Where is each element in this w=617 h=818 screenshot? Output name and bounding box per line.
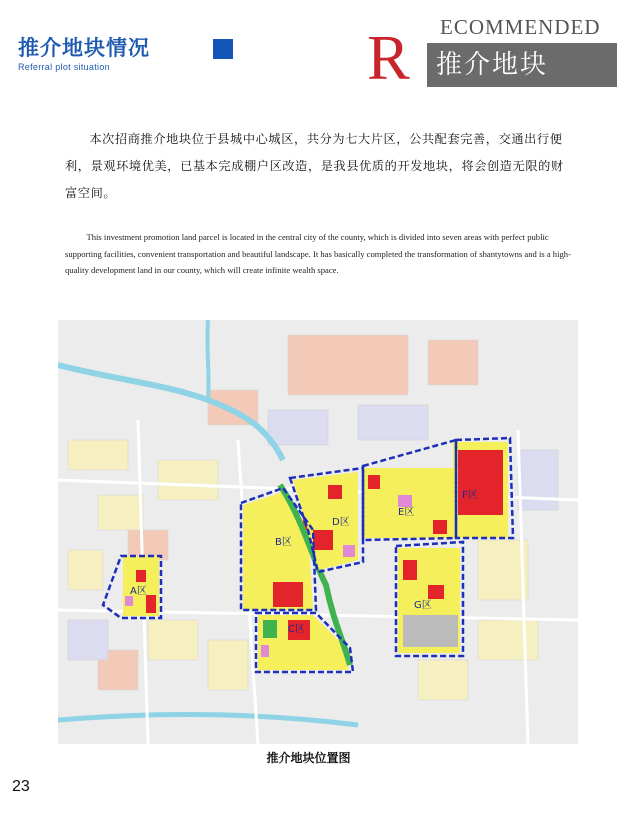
map-caption: 推介地块位置图 — [266, 751, 351, 765]
plot-location-map — [58, 320, 578, 744]
zone-label-b: B区 — [275, 537, 292, 548]
zone-label-c: C区 — [288, 624, 305, 635]
section-header — [18, 36, 150, 72]
section-subtitle: Referral plot situation — [18, 62, 110, 72]
ecommended-text: ECOMMENDED — [440, 15, 601, 39]
intro-paragraph-cn: 本次招商推介地块位于县城中心城区，共分为七大片区，公共配套完善，交通出行便利，景观环境优美，已基本完成棚户区改造，是我县优质的开发地块，将会创造无限的财富空间。 — [65, 132, 564, 200]
zone-label-g: G区 — [414, 600, 432, 611]
recommended-banner — [357, 12, 617, 93]
section-title: 推介地块情况 — [18, 36, 150, 60]
zone-label-d: D区 — [332, 517, 350, 528]
title-square-mark — [213, 39, 233, 59]
recommend-label: 推介地块 — [436, 50, 549, 80]
intro-paragraph-en: This investment promotion land parcel is located in the central city of the county, which is divided into seven areas with perfect public supporting facilities, convenient transportation and beautiful landscape. It has basically completed the transformation of shantytowns and is a high-quality development land in our county, which will create infinite wealth space. — [65, 232, 571, 275]
big-r-letter: R — [367, 22, 410, 93]
zone-label-e: E区 — [398, 507, 415, 518]
zone-label-f: F区 — [462, 490, 478, 501]
zone-label-a: A区 — [130, 586, 147, 597]
page-number: 23 — [12, 778, 30, 795]
